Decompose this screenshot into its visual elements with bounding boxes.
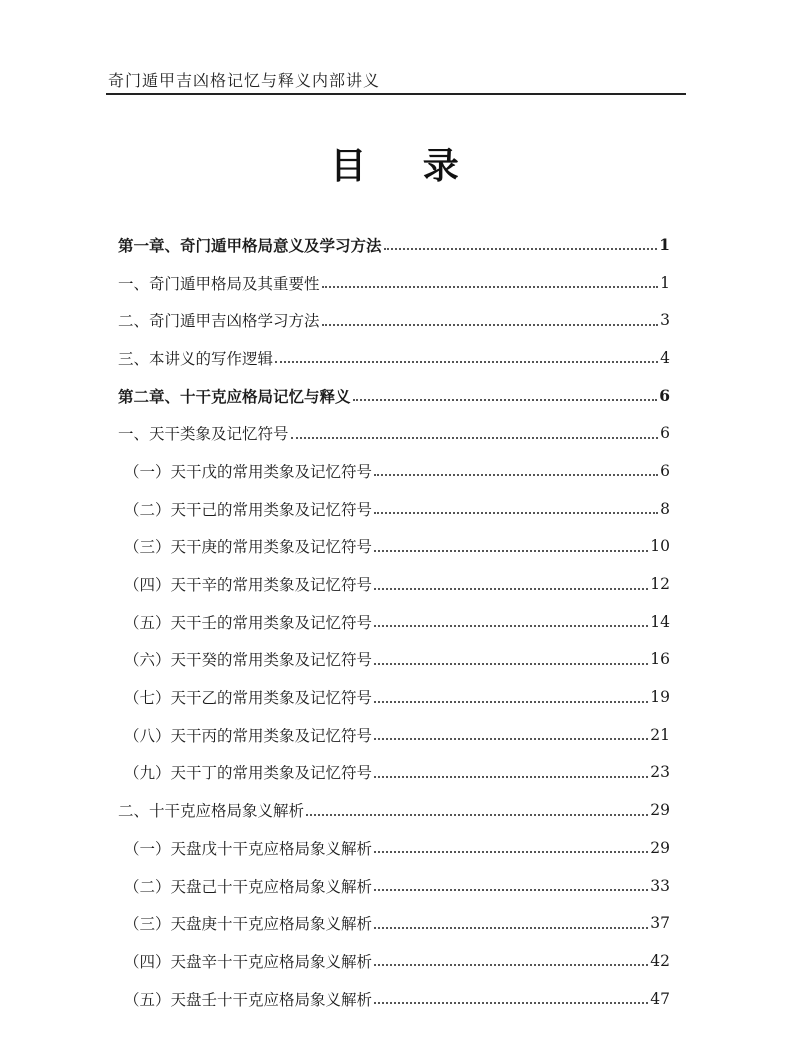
toc-entry-label: 二、奇门遁甲吉凶格学习方法 — [118, 312, 320, 331]
toc-entry[interactable] — [118, 980, 670, 1018]
toc-entry[interactable] — [118, 754, 670, 792]
toc-entry-label: （九）天干丁的常用类象及记忆符号 — [124, 764, 373, 783]
toc-page-number: 33 — [650, 876, 670, 895]
toc-entry[interactable] — [118, 641, 670, 679]
toc-entry[interactable] — [118, 528, 670, 566]
toc-entry[interactable] — [118, 829, 670, 867]
toc-entry[interactable] — [118, 490, 670, 528]
toc-dot-leader — [374, 850, 648, 853]
toc-page-number: 37 — [650, 914, 670, 933]
toc-entry-label: （二）天干己的常用类象及记忆符号 — [124, 500, 373, 519]
toc-page-number: 6 — [660, 461, 670, 480]
toc-dot-leader — [374, 511, 658, 514]
toc-entry-label: 二、十干克应格局象义解析 — [118, 802, 305, 821]
toc-dot-leader — [384, 247, 658, 250]
toc-entry-label: 一、天干类象及记忆符号 — [118, 425, 289, 444]
toc-entry-label: （五）天干壬的常用类象及记忆符号 — [124, 613, 373, 632]
toc-dot-leader — [374, 662, 648, 665]
toc-dot-leader — [374, 737, 648, 740]
toc-page-number: 29 — [650, 801, 670, 820]
toc-entry[interactable] — [118, 565, 670, 603]
toc-page-number: 12 — [650, 575, 670, 594]
toc-entry-label: （七）天干乙的常用类象及记忆符号 — [124, 689, 373, 708]
toc-entry[interactable] — [118, 452, 670, 490]
toc-entry-label: （四）天干辛的常用类象及记忆符号 — [124, 576, 373, 595]
header-rule — [106, 93, 686, 95]
toc-entry-label: 第二章、十干克应格局记忆与释义 — [118, 386, 351, 406]
toc-dot-leader — [374, 549, 648, 552]
toc-page-number: 8 — [660, 499, 670, 518]
toc-entry[interactable] — [118, 678, 670, 716]
toc-entry[interactable] — [118, 264, 670, 302]
toc-entry[interactable] — [118, 339, 670, 377]
toc-page-number: 4 — [660, 348, 670, 367]
toc-entry[interactable] — [118, 226, 670, 264]
toc-entry-label: （一）天盘戊十干克应格局象义解析 — [124, 839, 373, 858]
toc-page-number: 1 — [660, 273, 670, 292]
toc-dot-leader — [374, 775, 648, 778]
toc-dot-leader — [374, 700, 648, 703]
toc-entry[interactable] — [118, 301, 670, 339]
toc-entry[interactable] — [118, 791, 670, 829]
toc-page-number: 21 — [650, 725, 670, 744]
toc-dot-leader — [275, 360, 658, 363]
toc-entry-label: （一）天干戊的常用类象及记忆符号 — [124, 462, 373, 481]
toc-page-number: 10 — [650, 537, 670, 556]
toc-page-number: 19 — [650, 688, 670, 707]
toc-dot-leader — [374, 888, 648, 891]
toc-page-number: 42 — [650, 951, 670, 970]
toc-entry-label: （三）天盘庚十干克应格局象义解析 — [124, 915, 373, 934]
toc-entry-label: 第一章、奇门遁甲格局意义及学习方法 — [118, 235, 382, 255]
toc-entry-label: 三、本讲义的写作逻辑 — [118, 349, 274, 368]
toc-dot-leader — [374, 473, 658, 476]
toc-dot-leader — [322, 323, 658, 326]
toc-entry[interactable] — [118, 603, 670, 641]
toc-page-number: 16 — [650, 650, 670, 669]
toc-entry-label: （六）天干癸的常用类象及记忆符号 — [124, 651, 373, 670]
toc-page-number: 6 — [659, 386, 670, 406]
toc-entry-label: （五）天盘壬十干克应格局象义解析 — [124, 990, 373, 1009]
table-of-contents — [118, 226, 670, 1017]
toc-entry[interactable] — [118, 942, 670, 980]
toc-dot-leader — [306, 813, 648, 816]
toc-dot-leader — [374, 963, 648, 966]
toc-entry[interactable] — [118, 716, 670, 754]
toc-entry[interactable] — [118, 377, 670, 415]
toc-dot-leader — [353, 398, 658, 401]
toc-entry-label: （三）天干庚的常用类象及记忆符号 — [124, 538, 373, 557]
toc-page-number: 29 — [650, 838, 670, 857]
toc-entry-label: （八）天干丙的常用类象及记忆符号 — [124, 726, 373, 745]
toc-entry[interactable] — [118, 867, 670, 905]
toc-page-number: 1 — [659, 235, 670, 255]
toc-dot-leader — [374, 587, 648, 590]
toc-page-number: 3 — [660, 311, 670, 330]
toc-dot-leader — [374, 926, 648, 929]
toc-entry[interactable] — [118, 414, 670, 452]
toc-page-number: 47 — [650, 989, 670, 1008]
toc-entry-label: （二）天盘己十干克应格局象义解析 — [124, 877, 373, 896]
toc-dot-leader — [322, 285, 658, 288]
toc-page-number: 6 — [660, 424, 670, 443]
toc-entry-label: （四）天盘辛十干克应格局象义解析 — [124, 952, 373, 971]
toc-page-number: 23 — [650, 763, 670, 782]
toc-dot-leader — [374, 624, 648, 627]
toc-entry-label: 一、奇门遁甲格局及其重要性 — [118, 274, 320, 293]
toc-dot-leader — [374, 1001, 648, 1004]
page-title: 目 录 — [330, 145, 481, 188]
toc-entry[interactable] — [118, 904, 670, 942]
running-header-title: 奇门遁甲吉凶格记忆与释义内部讲义 — [108, 71, 381, 90]
toc-page-number: 14 — [650, 612, 670, 631]
toc-dot-leader — [291, 436, 658, 439]
